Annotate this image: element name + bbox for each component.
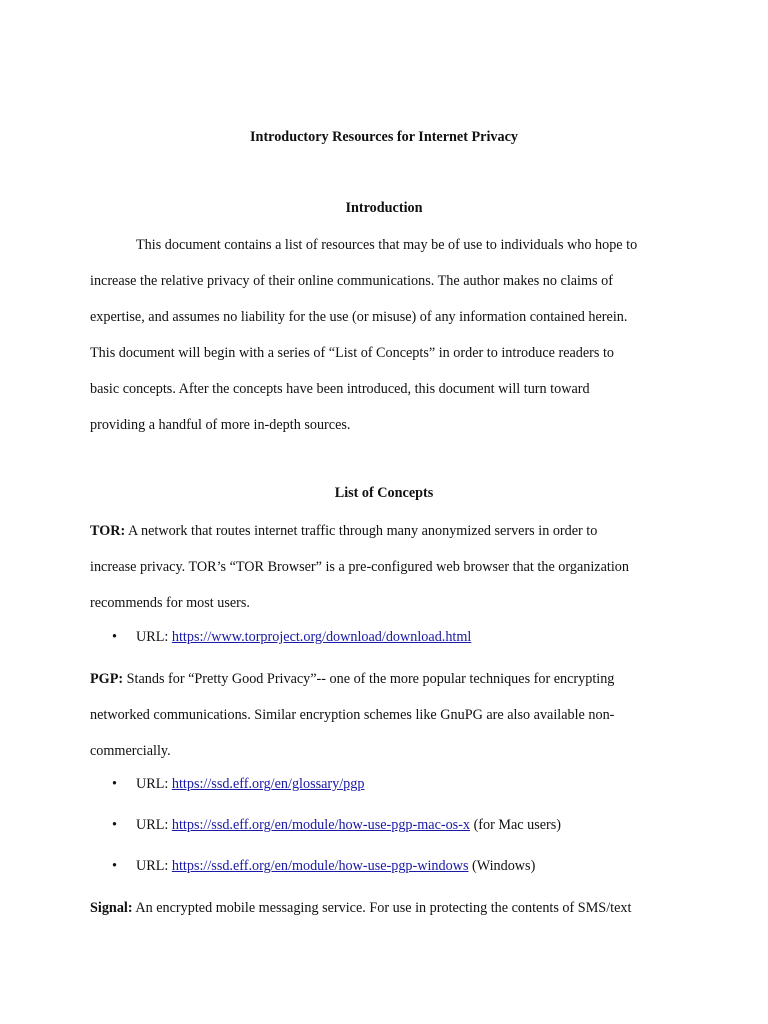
paragraph-line: providing a handful of more in-depth sources.	[90, 417, 351, 433]
pgp-paragraph	[90, 661, 680, 769]
pgp-term: PGP:	[90, 671, 124, 687]
document-title: Introductory Resources for Internet Privacy	[250, 129, 518, 145]
paragraph-line	[90, 513, 680, 549]
url-note: (Windows)	[468, 858, 536, 874]
paragraph-line	[90, 890, 680, 926]
paragraph-line: increase privacy. TOR’s “TOR Browser” is a pre-configured web browser that the organization	[90, 559, 629, 575]
paragraph-line: expertise, and assumes no liability for the use (or misuse) of any information contained herein.	[90, 309, 628, 325]
pgp-windows-link[interactable]: https://ssd.eff.org/en/module/how-use-pgp-windows	[171, 858, 469, 874]
paragraph-line: This document will begin with a series of “List of Concepts” in order to introduce readers to	[90, 345, 615, 361]
signal-term: Signal:	[90, 900, 133, 916]
paragraph-line: commercially.	[90, 743, 171, 759]
paragraph-line: networked communications. Similar encryption schemes like GnuPG are also available non-	[90, 707, 615, 723]
bullet-icon: •	[112, 629, 117, 645]
url-note: (for Mac users)	[470, 817, 562, 833]
tor-term: TOR:	[90, 523, 126, 539]
url-label: URL:	[136, 776, 172, 792]
paragraph-line: basic concepts. After the concepts have been introduced, this document will turn toward	[90, 381, 590, 397]
url-label: URL:	[136, 858, 172, 874]
paragraph-line: recommends for most users.	[90, 595, 250, 611]
concepts-heading: List of Concepts	[334, 485, 434, 501]
paragraph-line: This document contains a list of resources that may be of use to individuals who hope to	[136, 237, 638, 253]
tor-paragraph	[90, 513, 680, 621]
bullet-icon: •	[112, 776, 117, 792]
bullet-icon: •	[112, 858, 117, 874]
paragraph-line	[90, 661, 680, 697]
tor-download-link[interactable]: https://www.torproject.org/download/download.html	[171, 629, 472, 645]
url-label: URL:	[136, 817, 172, 833]
list-item	[112, 776, 364, 793]
tor-description: A network that routes internet traffic through many anonymized servers in order to	[125, 523, 598, 539]
list-item	[112, 858, 535, 875]
signal-description: An encrypted mobile messaging service. For use in protecting the contents of SMS/text	[132, 900, 632, 916]
introduction-paragraph	[90, 227, 680, 443]
pgp-glossary-link[interactable]: https://ssd.eff.org/en/glossary/pgp	[171, 776, 365, 792]
list-item	[112, 629, 471, 646]
introduction-heading: Introduction	[345, 200, 423, 216]
bullet-icon: •	[112, 817, 117, 833]
pgp-mac-link[interactable]: https://ssd.eff.org/en/module/how-use-pgp-mac-os-x	[171, 817, 471, 833]
signal-paragraph	[90, 890, 680, 926]
list-item	[112, 817, 561, 834]
url-label: URL:	[136, 629, 172, 645]
paragraph-line: increase the relative privacy of their online communications. The author makes no claims of	[90, 273, 613, 289]
pgp-description: Stands for “Pretty Good Privacy”-- one of the more popular techniques for encrypting	[123, 671, 615, 687]
